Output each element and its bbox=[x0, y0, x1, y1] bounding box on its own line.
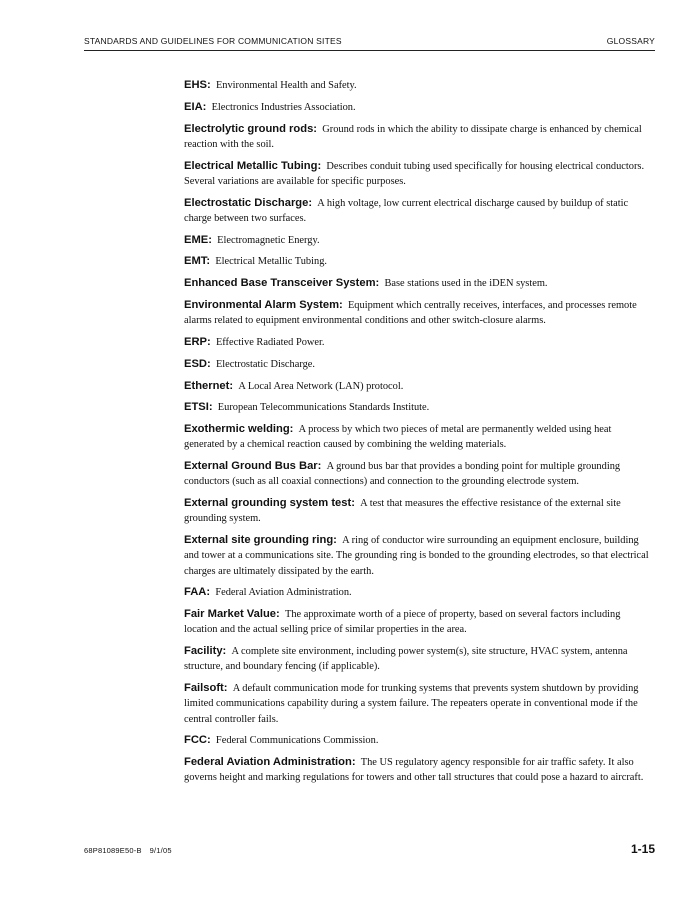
glossary-list bbox=[184, 78, 654, 792]
glossary-entry bbox=[184, 100, 654, 115]
glossary-entry bbox=[184, 159, 654, 189]
glossary-definition: A process by which two pieces of metal are permanently welded using heat generated by a chemical reaction caused by combining the welding materials. bbox=[184, 424, 612, 451]
glossary-entry bbox=[184, 400, 654, 415]
glossary-entry bbox=[184, 233, 654, 248]
glossary-term: FCC: bbox=[184, 734, 211, 747]
glossary-definition: Equipment which centrally receives, interfaces, and processes remote alarms related to equipment environmental conditions and other switch-closure alarms. bbox=[184, 299, 637, 327]
glossary-term: EIA: bbox=[184, 100, 207, 113]
glossary-term: Electrostatic Discharge: bbox=[184, 196, 313, 209]
glossary-entry bbox=[184, 755, 654, 785]
glossary-definition: A test that measures the effective resistance of the external site grounding system. bbox=[184, 498, 621, 525]
glossary-term: Electrical Metallic Tubing: bbox=[184, 159, 322, 172]
footer-doc-number: 68P81089E50-B bbox=[84, 846, 142, 855]
glossary-term: Exothermic welding: bbox=[184, 423, 294, 436]
glossary-definition: The US regulatory agency responsible for air traffic safety. It also governs height and marking regulations for towers and other tall structures that could pose a hazard to aircraft. bbox=[184, 757, 644, 784]
footer-date: 9/1/05 bbox=[149, 846, 172, 855]
glossary-definition: Describes conduit tubing used specifically for housing electrical conductors. Several variations are available for specific purposes. bbox=[184, 160, 645, 187]
glossary-term: EMT: bbox=[184, 255, 211, 268]
glossary-term: Environmental Alarm System: bbox=[184, 298, 343, 311]
glossary-term: Failsoft: bbox=[184, 682, 228, 695]
glossary-definition: The approximate worth of a piece of property, based on several factors including location and the actual selling price of similar properties in the area. bbox=[184, 609, 621, 636]
glossary-definition: A Local Area Network (LAN) protocol. bbox=[238, 380, 404, 392]
page-number: 1-15 bbox=[630, 842, 655, 856]
glossary-entry bbox=[184, 276, 654, 291]
glossary-definition: Federal Communications Commission. bbox=[215, 735, 379, 747]
glossary-definition: European Telecommunications Standards Institute. bbox=[217, 402, 430, 414]
glossary-term: ETSI: bbox=[184, 401, 213, 414]
glossary-term: Ethernet: bbox=[184, 379, 234, 392]
glossary-definition: A ring of conductor wire surrounding an equipment enclosure, building and tower at a communications site. The grounding ring is bonded to the grounding electrodes, so that electrical charges are ultimately dissipated by the earth. bbox=[184, 535, 649, 577]
glossary-term: Electrolytic ground rods: bbox=[184, 122, 318, 135]
glossary-definition: Environmental Health and Safety. bbox=[215, 80, 357, 91]
glossary-term: ERP: bbox=[184, 335, 211, 348]
glossary-definition: Federal Aviation Administration. bbox=[215, 587, 352, 599]
page-header bbox=[84, 36, 655, 50]
glossary-entry bbox=[184, 335, 654, 350]
glossary-definition: A complete site environment, including power system(s), site structure, HVAC system, antenna structure, and boundary fencing (if applicable). bbox=[184, 646, 628, 673]
glossary-entry bbox=[184, 459, 654, 489]
glossary-term: External Ground Bus Bar: bbox=[184, 460, 322, 473]
glossary-entry bbox=[184, 607, 654, 637]
footer-doc-info bbox=[84, 846, 172, 855]
glossary-definition: Ground rods in which the ability to dissipate charge is enhanced by chemical reaction with the soil. bbox=[184, 123, 642, 150]
glossary-term: Federal Aviation Administration: bbox=[184, 756, 356, 769]
glossary-term: FAA: bbox=[184, 586, 211, 599]
glossary-entry bbox=[184, 496, 654, 526]
glossary-entry bbox=[184, 254, 654, 269]
glossary-entry bbox=[184, 196, 654, 226]
glossary-term: EHS: bbox=[184, 79, 211, 91]
glossary-entry bbox=[184, 78, 654, 93]
glossary-definition: A default communication mode for trunking systems that prevents system shutdown by providing limited communications capability during a system failure. The repeaters operate in conventional mode if the central controller fails. bbox=[184, 683, 639, 725]
glossary-entry bbox=[184, 422, 654, 452]
header-divider bbox=[84, 50, 655, 51]
glossary-term: External site grounding ring: bbox=[184, 534, 337, 547]
glossary-definition: Electrostatic Discharge. bbox=[215, 358, 315, 370]
glossary-definition: Electronics Industries Association. bbox=[211, 101, 356, 113]
glossary-term: ESD: bbox=[184, 357, 211, 370]
glossary-entry bbox=[184, 681, 654, 727]
glossary-definition: Effective Radiated Power. bbox=[215, 336, 325, 348]
glossary-term: Enhanced Base Transceiver System: bbox=[184, 277, 380, 290]
glossary-definition: Electrical Metallic Tubing. bbox=[215, 256, 327, 268]
glossary-entry bbox=[184, 298, 654, 328]
header-document-title: STANDARDS AND GUIDELINES FOR COMMUNICATION SITES bbox=[84, 36, 342, 46]
glossary-entry bbox=[184, 357, 654, 372]
glossary-term: EME: bbox=[184, 233, 212, 246]
glossary-entry bbox=[184, 122, 654, 152]
glossary-entry bbox=[184, 733, 654, 748]
glossary-term: Facility: bbox=[184, 645, 227, 658]
glossary-entry bbox=[184, 585, 654, 600]
header-section-title: GLOSSARY bbox=[606, 36, 655, 46]
glossary-entry bbox=[184, 533, 654, 579]
glossary-term: External grounding system test: bbox=[184, 497, 355, 510]
glossary-entry bbox=[184, 644, 654, 674]
glossary-definition: A high voltage, low current electrical discharge caused by buildup of static charge between two surfaces. bbox=[184, 197, 629, 224]
glossary-term: Fair Market Value: bbox=[184, 608, 280, 621]
glossary-definition: Electromagnetic Energy. bbox=[217, 234, 320, 246]
glossary-definition: A ground bus bar that provides a bonding point for multiple grounding conductors (such as all coaxial connections) and connection to the grounding electrode system. bbox=[184, 461, 621, 488]
glossary-entry bbox=[184, 379, 654, 394]
glossary-definition: Base stations used in the iDEN system. bbox=[384, 278, 548, 290]
